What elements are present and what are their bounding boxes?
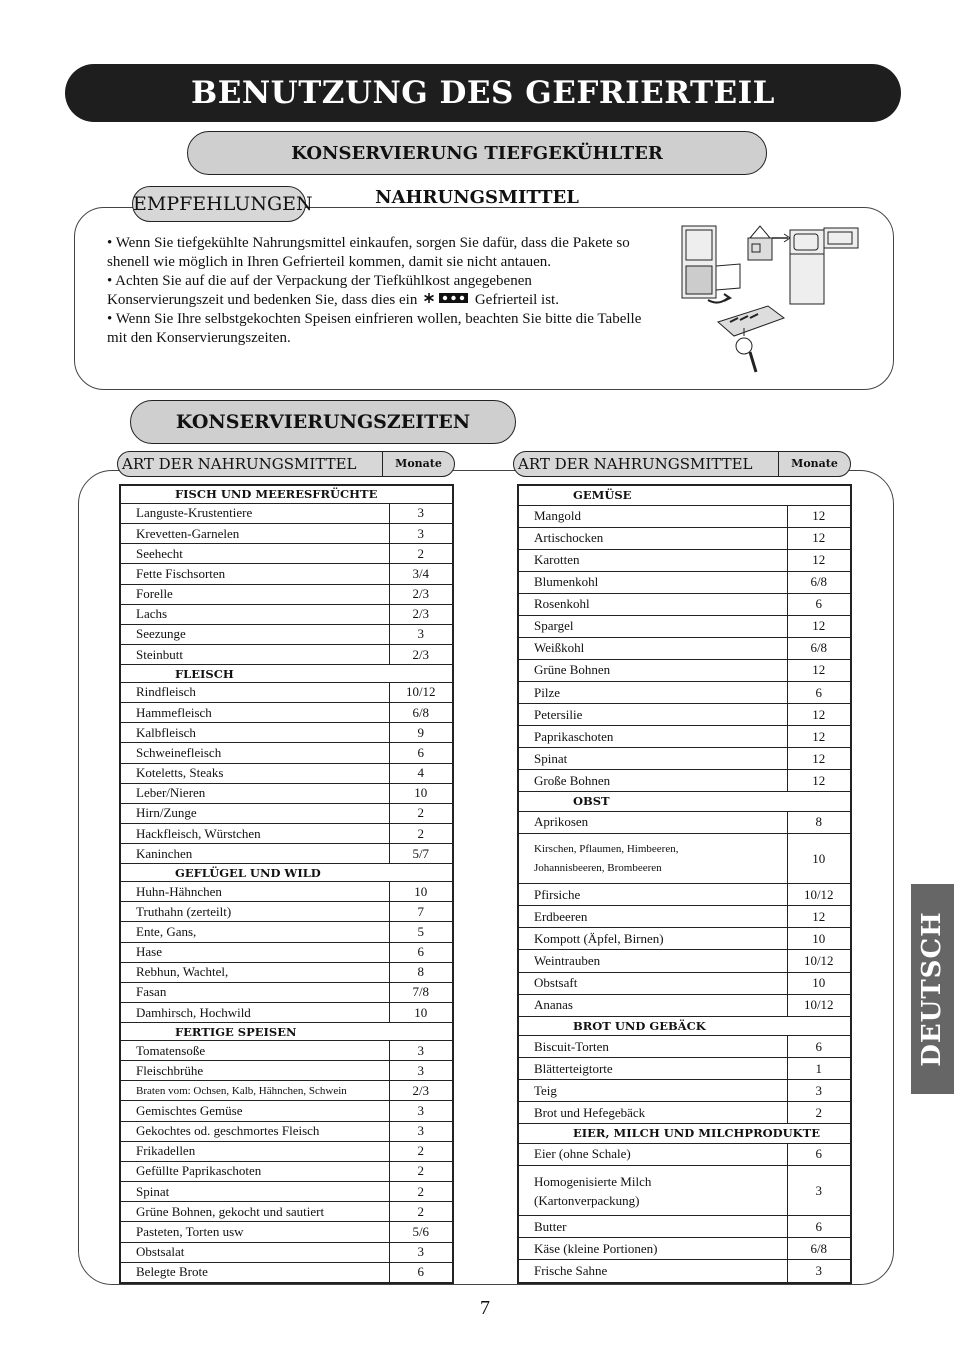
section-title: KONSERVIERUNG TIEFGEKÜHLTER NAHRUNGSMITTEL (187, 131, 767, 175)
table-row (120, 982, 453, 1002)
months-value: 2 (389, 803, 453, 823)
food-name: Petersilie (518, 704, 787, 726)
months-value: 2/3 (389, 584, 453, 604)
food-name: Kirschen, Pflaumen, Himbeeren, Johannisbeeren, Brombeeren (518, 833, 787, 884)
category-label: OBST (518, 792, 851, 811)
food-name: Ananas (518, 994, 787, 1016)
months-value: 3 (389, 503, 453, 523)
months-value: 10 (389, 783, 453, 803)
months-value: 10 (389, 882, 453, 902)
table-row (120, 1182, 453, 1202)
food-name: Hackfleisch, Würstchen (120, 824, 389, 844)
months-value: 6 (787, 1036, 851, 1058)
months-value: 12 (787, 770, 851, 792)
table-row (518, 549, 851, 571)
table-row (518, 637, 851, 659)
table-row (518, 950, 851, 972)
months-value: 7 (389, 902, 453, 922)
table-row (120, 1141, 453, 1161)
language-tab (911, 884, 954, 1094)
food-name: Frikadellen (120, 1141, 389, 1161)
table-row (518, 1238, 851, 1260)
table-row (518, 1102, 851, 1124)
food-type-header: ART DER NAHRUNGSMITTEL (122, 455, 357, 473)
category-row (120, 864, 453, 882)
table-row (120, 743, 453, 763)
months-value: 7/8 (389, 982, 453, 1002)
table-row (518, 726, 851, 748)
months-value: 4 (389, 763, 453, 783)
table-row (518, 748, 851, 770)
months-value: 10/12 (787, 884, 851, 906)
months-header: Monate (382, 452, 454, 476)
food-name: Grüne Bohnen, gekocht und sautiert (120, 1202, 389, 1222)
months-value: 12 (787, 527, 851, 549)
four-star-freezer-icon (423, 291, 469, 310)
right-column-header (513, 451, 851, 477)
months-value: 3 (389, 1061, 453, 1081)
food-name: Leber/Nieren (120, 783, 389, 803)
table-row (518, 884, 851, 906)
table-row (120, 1003, 453, 1023)
language-tab-label: DEUTSCH (917, 911, 947, 1067)
months-value: 3 (389, 1101, 453, 1121)
table-row (518, 1165, 851, 1216)
table-row (518, 659, 851, 681)
months-value: 5 (389, 922, 453, 942)
food-name: Blumenkohl (518, 571, 787, 593)
food-type-header: ART DER NAHRUNGSMITTEL (518, 455, 753, 473)
months-value: 10 (787, 833, 851, 884)
months-value: 12 (787, 659, 851, 681)
food-name: Frische Sahne (518, 1260, 787, 1283)
table-row (120, 544, 453, 564)
months-value: 10/12 (389, 682, 453, 702)
food-name: Fasan (120, 982, 389, 1002)
table-row (120, 1040, 453, 1060)
food-name: Spinat (120, 1182, 389, 1202)
table-row (120, 1222, 453, 1242)
food-name: Schweinefleisch (120, 743, 389, 763)
food-name: Kalbfleisch (120, 723, 389, 743)
table-row (120, 803, 453, 823)
food-name: Mangold (518, 505, 787, 527)
category-label: GEMÜSE (518, 485, 851, 505)
months-value: 5/6 (389, 1222, 453, 1242)
months-value: 6 (787, 681, 851, 703)
table-row (120, 524, 453, 544)
left-freezing-times-table (119, 484, 454, 1284)
table-row (518, 593, 851, 615)
table-row (120, 824, 453, 844)
months-value: 12 (787, 615, 851, 637)
months-value: 3 (787, 1080, 851, 1102)
food-name: Steinbutt (120, 644, 389, 664)
months-header: Monate (778, 452, 850, 476)
table-row (120, 1121, 453, 1141)
table-row (518, 994, 851, 1016)
food-name: Hirn/Zunge (120, 803, 389, 823)
food-name: Pasteten, Torten usw (120, 1222, 389, 1242)
food-name: Obstsalat (120, 1242, 389, 1262)
months-value: 3/4 (389, 564, 453, 584)
food-name: Artischocken (518, 527, 787, 549)
months-value: 6 (787, 593, 851, 615)
food-name: Biscuit-Torten (518, 1036, 787, 1058)
category-row (518, 1124, 851, 1143)
category-row (518, 485, 851, 505)
food-name: Truthahn (zerteilt) (120, 902, 389, 922)
months-value: 8 (787, 811, 851, 833)
food-name: Kompott (Äpfel, Birnen) (518, 928, 787, 950)
months-value: 5/7 (389, 844, 453, 864)
table-row (518, 571, 851, 593)
food-name: Weißkohl (518, 637, 787, 659)
table-row (120, 1242, 453, 1262)
months-value: 9 (389, 723, 453, 743)
category-label: FLEISCH (120, 665, 453, 683)
table-row (518, 527, 851, 549)
food-name: Aprikosen (518, 811, 787, 833)
table-row (120, 763, 453, 783)
months-value: 6 (389, 1262, 453, 1283)
recommendation-3: • Wenn Sie Ihre selbstgekochten Speisen einfrieren wollen, beachten Sie bitte die Tabelle mit den Konservierungszeiten. (107, 311, 642, 347)
months-value: 2/3 (389, 644, 453, 664)
food-name: Eier (ohne Schale) (518, 1143, 787, 1165)
months-value: 10/12 (787, 994, 851, 1016)
table-row (120, 564, 453, 584)
table-row (120, 942, 453, 962)
table-row (120, 503, 453, 523)
table-row (518, 1058, 851, 1080)
category-row (120, 485, 453, 503)
food-name: Forelle (120, 584, 389, 604)
food-name: Gemischtes Gemüse (120, 1101, 389, 1121)
food-name: Gefüllte Paprikaschoten (120, 1161, 389, 1181)
food-name: Pilze (518, 681, 787, 703)
months-value: 3 (389, 1040, 453, 1060)
months-value: 6/8 (389, 703, 453, 723)
table-row (518, 1080, 851, 1102)
months-value: 2 (389, 544, 453, 564)
food-name: Rindfleisch (120, 682, 389, 702)
months-value: 8 (389, 962, 453, 982)
months-value: 2 (389, 1202, 453, 1222)
right-freezing-times-table (517, 484, 852, 1284)
food-name: Gekochtes od. geschmortes Fleisch (120, 1121, 389, 1141)
category-label: EIER, MILCH UND MILCHPRODUKTE (518, 1124, 851, 1143)
recommendations-text (107, 234, 647, 348)
months-value: 6 (389, 942, 453, 962)
category-row (518, 1016, 851, 1035)
category-label: FISCH UND MEERESFRÜCHTE (120, 485, 453, 503)
food-name: Große Bohnen (518, 770, 787, 792)
months-value: 12 (787, 906, 851, 928)
left-column-header (117, 451, 455, 477)
food-name: Weintrauben (518, 950, 787, 972)
freezer-illustration (678, 214, 864, 382)
table-row (518, 811, 851, 833)
food-name: Hammefleisch (120, 703, 389, 723)
category-row (120, 1023, 453, 1041)
months-value: 3 (787, 1260, 851, 1283)
food-name: Paprikaschoten (518, 726, 787, 748)
months-value: 10 (389, 1003, 453, 1023)
table-row (518, 928, 851, 950)
months-value: 2/3 (389, 604, 453, 624)
food-name: Kaninchen (120, 844, 389, 864)
table-row (120, 1202, 453, 1222)
months-value: 1 (787, 1058, 851, 1080)
table-row (518, 1036, 851, 1058)
food-name: Seezunge (120, 624, 389, 644)
table-row (120, 584, 453, 604)
food-name: Ente, Gans, (120, 922, 389, 942)
food-name: Huhn-Hähnchen (120, 882, 389, 902)
food-name: Spinat (518, 748, 787, 770)
months-value: 6/8 (787, 1238, 851, 1260)
food-name: Pfirsiche (518, 884, 787, 906)
table-row (120, 882, 453, 902)
months-value: 10 (787, 972, 851, 994)
food-name: Grüne Bohnen (518, 659, 787, 681)
table-row (120, 1061, 453, 1081)
food-name: Braten vom: Ochsen, Kalb, Hähnchen, Schwein (120, 1081, 389, 1101)
table-row (518, 906, 851, 928)
table-row (120, 844, 453, 864)
table-row (120, 1101, 453, 1121)
months-value: 6/8 (787, 637, 851, 659)
recommendation-2-start: • Achten Sie auf die auf der Verpackung der Tiefkühlkost angegebenen Konservierungszeit und bedenken Sie, dass dies ein (107, 273, 532, 308)
table-row (518, 972, 851, 994)
months-value: 3 (389, 1242, 453, 1262)
food-name: Erdbeeren (518, 906, 787, 928)
table-row (518, 704, 851, 726)
food-name: Rebhun, Wachtel, (120, 962, 389, 982)
months-value: 2 (389, 1182, 453, 1202)
months-value: 3 (389, 524, 453, 544)
table-row (120, 682, 453, 702)
food-name: Käse (kleine Portionen) (518, 1238, 787, 1260)
months-value: 3 (389, 1121, 453, 1141)
table-row (518, 833, 851, 884)
months-value: 2 (389, 824, 453, 844)
category-row (518, 792, 851, 811)
months-value: 12 (787, 505, 851, 527)
recommendation-2 (107, 272, 647, 310)
table-row (120, 922, 453, 942)
table-row (120, 624, 453, 644)
food-name: Homogenisierte Milch (Kartonverpackung) (518, 1165, 787, 1216)
recommendations-label: EMPFEHLUNGEN (132, 186, 306, 222)
table-row (120, 1081, 453, 1101)
table-row (120, 1161, 453, 1181)
table-row (120, 962, 453, 982)
food-name: Obstsaft (518, 972, 787, 994)
months-value: 6 (787, 1143, 851, 1165)
months-value: 6/8 (787, 571, 851, 593)
food-name: Brot und Hefegebäck (518, 1102, 787, 1124)
months-value: 2 (389, 1161, 453, 1181)
food-name: Fette Fischsorten (120, 564, 389, 584)
food-name: Hase (120, 942, 389, 962)
food-name: Koteletts, Steaks (120, 763, 389, 783)
recommendation-2-end: Gefrierteil ist. (474, 292, 559, 308)
months-value: 12 (787, 726, 851, 748)
table-row (518, 681, 851, 703)
table-row (518, 770, 851, 792)
food-name: Damhirsch, Hochwild (120, 1003, 389, 1023)
food-name: Tomatensoße (120, 1040, 389, 1060)
table-row (120, 703, 453, 723)
food-name: Languste-Krustentiere (120, 503, 389, 523)
food-name: Blätterteigtorte (518, 1058, 787, 1080)
table-row (120, 783, 453, 803)
months-value: 3 (787, 1165, 851, 1216)
table-row (120, 902, 453, 922)
page-title: BENUTZUNG DES GEFRIERTEIL (65, 64, 901, 122)
months-value: 6 (389, 743, 453, 763)
table-row (518, 1216, 851, 1238)
months-value: 2/3 (389, 1081, 453, 1101)
months-value: 3 (389, 624, 453, 644)
category-label: BROT UND GEBÄCK (518, 1016, 851, 1035)
table-row (120, 1262, 453, 1283)
table-row (518, 505, 851, 527)
table-row (120, 723, 453, 743)
table-row (518, 1260, 851, 1283)
food-name: Rosenkohl (518, 593, 787, 615)
recommendation-1: • Wenn Sie tiefgekühlte Nahrungsmittel einkaufen, sorgen Sie dafür, dass die Pakete so shenell wie möglich in Ihren Gefrierteil kommen, damit sie nicht antauen. (107, 235, 630, 270)
months-value: 6 (787, 1216, 851, 1238)
months-value: 12 (787, 549, 851, 571)
food-name: Spargel (518, 615, 787, 637)
category-row (120, 665, 453, 683)
page-number: 7 (480, 1297, 490, 1319)
months-value: 2 (389, 1141, 453, 1161)
table-row (518, 615, 851, 637)
food-name: Karotten (518, 549, 787, 571)
food-name: Fleischbrühe (120, 1061, 389, 1081)
food-name: Belegte Brote (120, 1262, 389, 1283)
months-value: 10 (787, 928, 851, 950)
table-row (120, 644, 453, 664)
category-label: FERTIGE SPEISEN (120, 1023, 453, 1041)
months-value: 2 (787, 1102, 851, 1124)
food-name: Butter (518, 1216, 787, 1238)
food-name: Teig (518, 1080, 787, 1102)
conservation-times-label: KONSERVIERUNGSZEITEN (130, 400, 516, 444)
category-label: GEFLÜGEL UND WILD (120, 864, 453, 882)
months-value: 10/12 (787, 950, 851, 972)
table-row (518, 1143, 851, 1165)
months-value: 12 (787, 748, 851, 770)
food-name: Seehecht (120, 544, 389, 564)
food-name: Krevetten-Garnelen (120, 524, 389, 544)
food-name: Lachs (120, 604, 389, 624)
months-value: 12 (787, 704, 851, 726)
table-row (120, 604, 453, 624)
